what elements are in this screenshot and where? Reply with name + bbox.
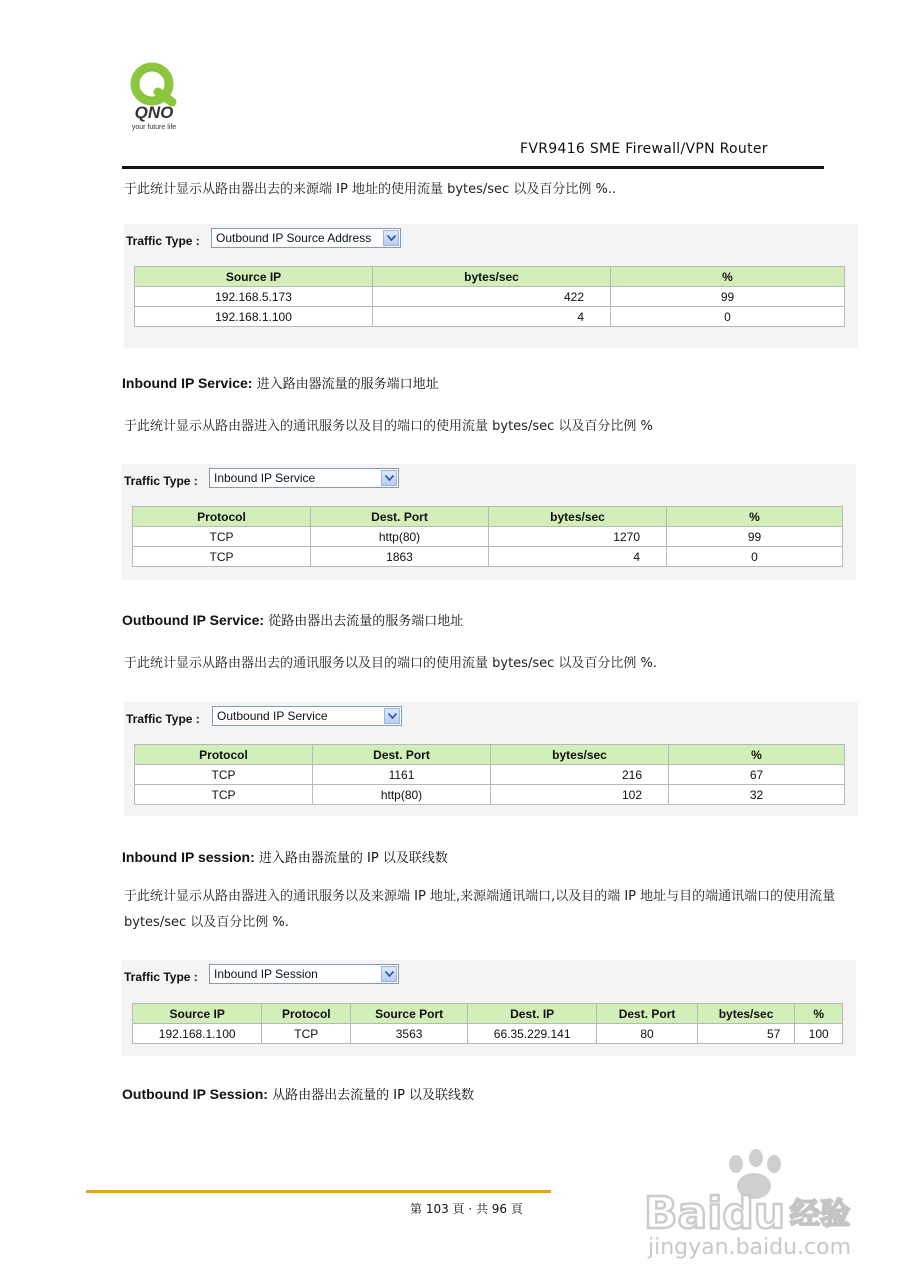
section-heading-inbound-session: Inbound IP session: 进入路由器流量的 IP 以及联线数: [122, 849, 448, 866]
section-description: 于此统计显示从路由器进入的通讯服务以及来源端 IP 地址,来源端通讯端口,以及目的端 IP 地址与目的端通讯端口的使用流量 bytes/sec 以及百分比例 %.: [124, 889, 836, 930]
table-cell: 0: [667, 547, 843, 567]
svg-text:your future life: your future life: [131, 124, 177, 131]
footer-divider: [86, 1190, 551, 1193]
column-header: Dest. Port: [311, 507, 489, 527]
column-header: Dest. Port: [313, 745, 491, 765]
column-header: %: [795, 1004, 843, 1024]
chevron-down-icon[interactable]: [381, 470, 397, 486]
column-header: Source Port: [351, 1004, 468, 1024]
table-header-row: [133, 1004, 843, 1024]
column-header: Dest. IP: [467, 1004, 596, 1024]
traffic-table-3: [134, 744, 845, 805]
traffic-panel-3: [124, 702, 858, 816]
document-title: FVR9416 SME Firewall/VPN Router: [520, 141, 768, 157]
table-cell: http(80): [311, 527, 489, 547]
chevron-down-icon[interactable]: [384, 708, 400, 724]
table-cell: 80: [597, 1024, 697, 1044]
table-row: [133, 547, 843, 567]
table-header-row: [135, 267, 845, 287]
table-cell: 192.168.5.173: [135, 287, 373, 307]
traffic-table-4: [132, 1003, 843, 1044]
column-header: Dest. Port: [597, 1004, 697, 1024]
table-cell: 216: [491, 765, 669, 785]
traffic-type-label: Traffic Type :: [126, 234, 200, 248]
table-row: [135, 785, 845, 805]
page-number: 第 103 頁 · 共 96 頁: [410, 1202, 523, 1216]
table-cell: TCP: [262, 1024, 351, 1044]
svg-text:QNO: QNO: [134, 103, 174, 122]
chevron-down-icon[interactable]: [383, 230, 399, 246]
table-cell: 57: [697, 1024, 795, 1044]
table-header-row: [133, 507, 843, 527]
traffic-table-1: [134, 266, 845, 327]
table-cell: TCP: [135, 785, 313, 805]
traffic-type-label: Traffic Type :: [126, 712, 200, 726]
table-cell: TCP: [133, 547, 311, 567]
intro-text: 于此统计显示从路由器出去的来源端 IP 地址的使用流量 bytes/sec 以及百分比例 %..: [124, 182, 617, 197]
table-cell: http(80): [313, 785, 491, 805]
table-cell: 102: [491, 785, 669, 805]
table-cell: 66.35.229.141: [467, 1024, 596, 1044]
column-header: bytes/sec: [489, 507, 667, 527]
traffic-table-2: [132, 506, 843, 567]
column-header: Source IP: [133, 1004, 262, 1024]
table-cell: 1270: [489, 527, 667, 547]
column-header: bytes/sec: [697, 1004, 795, 1024]
table-row: [135, 287, 845, 307]
svg-text:Baidu: Baidu: [644, 1188, 786, 1239]
table-cell: 99: [667, 527, 843, 547]
section-description: 于此统计显示从路由器进入的通讯服务以及目的端口的使用流量 bytes/sec 以及百分比例 %: [124, 419, 653, 434]
table-cell: 1863: [311, 547, 489, 567]
table-cell: 32: [669, 785, 845, 805]
section-heading-outbound-session: Outbound IP Session: 从路由器出去流量的 IP 以及联线数: [122, 1086, 475, 1103]
traffic-type-select[interactable]: Outbound IP Service: [212, 706, 402, 726]
table-cell: TCP: [135, 765, 313, 785]
column-header: Protocol: [133, 507, 311, 527]
traffic-type-label: Traffic Type :: [124, 474, 198, 488]
table-cell: 0: [611, 307, 845, 327]
table-header-row: [135, 745, 845, 765]
table-cell: 99: [611, 287, 845, 307]
column-header: Protocol: [135, 745, 313, 765]
column-header: bytes/sec: [373, 267, 611, 287]
column-header: bytes/sec: [491, 745, 669, 765]
column-header: Protocol: [262, 1004, 351, 1024]
section-description: 于此统计显示从路由器出去的通讯服务以及目的端口的使用流量 bytes/sec 以及百分比例 %.: [124, 656, 657, 671]
section-heading-inbound-service: Inbound IP Service: 进入路由器流量的服务端口地址: [122, 375, 439, 392]
table-cell: 100: [795, 1024, 843, 1044]
traffic-panel-4: [122, 960, 856, 1056]
table-row: [133, 1024, 843, 1044]
section-heading-outbound-service: Outbound IP Service: 從路由器出去流量的服务端口地址: [122, 612, 464, 629]
column-header: %: [667, 507, 843, 527]
traffic-type-label: Traffic Type :: [124, 970, 198, 984]
traffic-type-select[interactable]: Inbound IP Session: [209, 964, 399, 984]
svg-text:jingyan.baidu.com: jingyan.baidu.com: [648, 1235, 852, 1260]
chevron-down-icon[interactable]: [381, 966, 397, 982]
table-cell: 1161: [313, 765, 491, 785]
table-row: [135, 307, 845, 327]
baidu-watermark: [640, 1142, 860, 1262]
column-header: %: [611, 267, 845, 287]
table-cell: 422: [373, 287, 611, 307]
traffic-type-select[interactable]: Inbound IP Service: [209, 468, 399, 488]
traffic-type-select[interactable]: Outbound IP Source Address: [211, 228, 401, 248]
qno-logo: [118, 62, 190, 132]
table-cell: 3563: [351, 1024, 468, 1044]
table-cell: 4: [373, 307, 611, 327]
table-cell: 67: [669, 765, 845, 785]
svg-text:经验: 经验: [790, 1197, 850, 1232]
column-header: %: [669, 745, 845, 765]
table-row: [133, 527, 843, 547]
column-header: Source IP: [135, 267, 373, 287]
traffic-panel-2: [122, 464, 856, 580]
table-cell: 4: [489, 547, 667, 567]
table-cell: TCP: [133, 527, 311, 547]
table-cell: 192.168.1.100: [135, 307, 373, 327]
traffic-panel-1: [124, 224, 858, 348]
header-divider: [122, 166, 824, 169]
table-cell: 192.168.1.100: [133, 1024, 262, 1044]
table-row: [135, 765, 845, 785]
